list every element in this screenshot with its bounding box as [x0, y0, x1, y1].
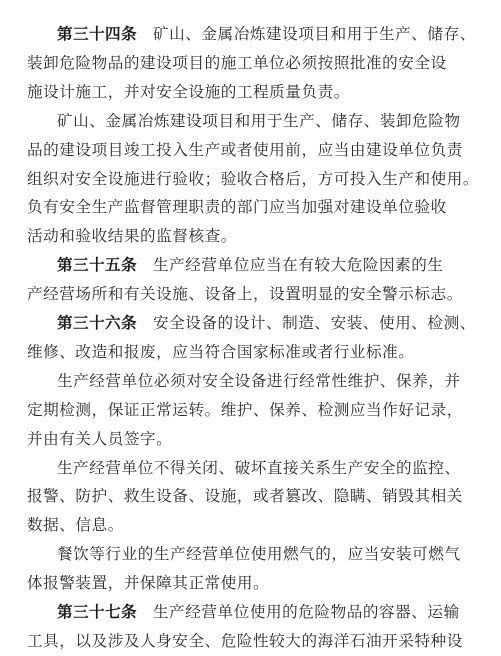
- article-34-text-1: 矿山、金属冶炼建设项目和用于生产、储存、: [152, 25, 476, 43]
- article-37-line-2: 工具，以及涉及人身安全、危险性较大的海洋石油开采特种设: [27, 631, 463, 650]
- article-36-p3-line-2: 报警、防护、救生设备、设施，或者篡改、隐瞒、销毁其相关: [27, 487, 463, 506]
- article-37-number: 第三十七条: [57, 603, 137, 621]
- article-36-p2-line-1: 生产经营单位必须对安全设备进行经常性维护、保养，并: [57, 371, 461, 390]
- article-36-p2-line-2: 定期检测，保证正常运转。维护、保养、检测应当作好记录，: [27, 400, 463, 419]
- article-34-p2-line-1: 矿山、金属冶炼建设项目和用于生产、储存、装卸危险物: [57, 111, 461, 130]
- article-34-line-1: [57, 19, 476, 49]
- article-36-p3-line-3: 数据、信息。: [27, 516, 124, 535]
- article-35-number: 第三十五条: [57, 256, 137, 275]
- article-36-line-2: 维修、改造和报废，应当符合国家标准或者行业标准。: [27, 342, 415, 361]
- article-36-text-1: 安全设备的设计、制造、安装、使用、检测、: [152, 314, 476, 332]
- article-34-p2-line-5: 活动和验收结果的监督核查。: [27, 227, 237, 246]
- article-37-text-1: 生产经营单位使用的危险物品的容器、运输: [152, 603, 460, 621]
- article-35-text-1: 生产经营单位应当在有较大危险因素的生: [152, 256, 444, 275]
- article-35-line-2: 产经营场所和有关设施、设备上，设置明显的安全警示标志。: [27, 285, 463, 304]
- article-35-line-1: [57, 250, 444, 280]
- article-36-p2-line-3: 并由有关人员签字。: [27, 429, 173, 448]
- article-37-line-1: [57, 597, 460, 627]
- article-36-p4-line-1: 餐饮等行业的生产经营单位使用燃气的，应当安装可燃气: [57, 545, 461, 564]
- article-34-p2-line-2: 品的建设项目竣工投入生产或者使用前，应当由建设单位负责: [27, 140, 463, 159]
- article-36-p4-line-2: 体报警装置，并保障其正常使用。: [27, 574, 270, 593]
- article-34-number: 第三十四条: [57, 25, 137, 43]
- article-34-p2-line-3: 组织对安全设施进行验收；验收合格后，方可投入生产和使用。: [27, 169, 480, 188]
- article-36-number: 第三十六条: [57, 314, 137, 332]
- article-34-line-3: 施设计施工，并对安全设施的工程质量负责。: [27, 82, 350, 101]
- article-36-p3-line-1: 生产经营单位不得关闭、破坏直接关系生产安全的监控、: [57, 458, 461, 477]
- article-34-line-2: 装卸危险物品的建设项目的施工单位必须按照批准的安全设: [27, 53, 447, 72]
- article-34-p2-line-4: 负有安全生产监督管理职责的部门应当加强对建设单位验收: [27, 198, 447, 217]
- article-36-line-1: [57, 308, 476, 338]
